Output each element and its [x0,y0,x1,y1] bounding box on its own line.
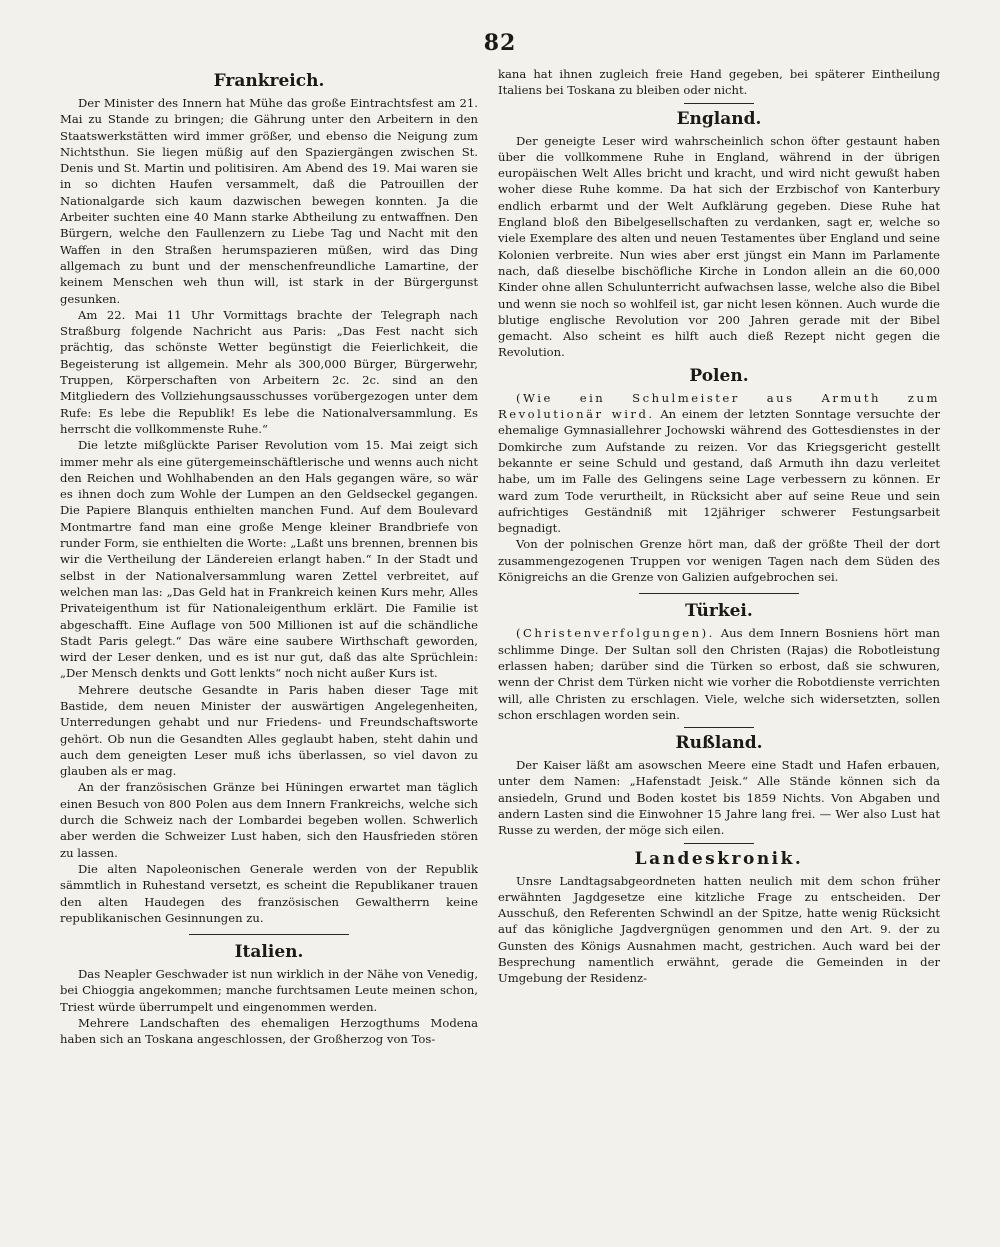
heading-italien: Italien. [234,942,304,963]
polen-lead: (Wie ein Schulmeister aus Armuth zum Revolutionär wird. [498,390,940,422]
frankreich-paragraph-5: An der französischen Gränze bei Hüningen erwartet man täglich einen Besuch von 800 Polen aus dem Innern Frankreichs, welche sich durch die Schweiz nach der Lombardei begeben wollen. Schwerlich aber werden die Schweizer Lust haben, sich den Hausfrieden stören zu lassen. [60,780,478,860]
heading-russland: Rußland. [675,733,763,754]
italien-paragraph-1: Das Neapler Geschwader ist nun wirklich in der Nähe von Venedig, bei Chioggia angekommen; manche furchtsamen Leute meinen schon, Triest würde überrumpelt und eingenommen werden. [60,967,478,1014]
heading-landeskronik: Landeskronik. [634,848,804,869]
left-column [60,66,478,1048]
section-divider [684,727,754,728]
landeskronik-paragraph-1: Unsre Landtagsabgeordneten hatten neulich mit dem schon früher erwähnten Jagdgesetze eine kitzliche Frage zu entscheiden. Der Ausschuß, den Referenten Schwindl an der Spitze, hatte wenig Rücksicht auf das königliche Jagdvergnügen genommen und den Art. 9. der zu Gunsten des Königs Ausnahmen macht, gestrichen. Auch ward bei der Besprechung namentlich erwähnt, gerade die Gemeinden in der Umgebung der Residenz- [498,873,940,986]
section-divider [639,593,799,594]
heading-tuerkei: Türkei. [685,601,753,622]
heading-polen: Polen. [689,365,749,386]
italien-paragraph-2: Mehrere Landschaften des ehemaligen Herzogthums Modena haben sich an Toskana angeschlossen, der Großherzog von Tos- [60,1016,478,1047]
tuerkei-text: Aus dem Innern Bosniens hört man schlimme Dinge. Der Sultan soll den Christen (Rajas) die Robotleistung erlassen haben; darüber sind die Türken so erbost, daß sie schwuren, wenn der Christ dem Türken nicht wie vorher die Robotdienste verrichten will, alle Christen zu erschlagen. Viele, welche sich widersetzten, sollen schon erschlagen worden sein. [498,626,940,722]
right-column [498,66,940,987]
polen-text: An einem der letzten Sonntage versuchte der ehemalige Gymnasiallehrer Jochowski während des Gottesdienstes in der Domkirche zum Aufstande zu reizen. Vor das Kriegsgericht gestellt bekannte er seine Schuld und gestand, daß Armuth ihn dazu verleitet habe, um im Falle des Gelingens seine Lage verbessern zu können. Er ward zum Tode verurtheilt, in Rücksicht aber auf seine Reue und sein aufrichtiges Geständniß mit 12jähriger schwerer Festungsarbeit begnadigt. [498,407,940,536]
frankreich-paragraph-6: Die alten Napoleonischen Generale werden von der Republik sämmtlich in Ruhestand versetzt, es scheint die Republikaner trauen den alten Haudegen des französischen Gewaltherrn keine republikanischen Gesinnungen zu. [60,861,478,925]
polen-paragraph-1 [498,390,940,537]
section-divider [684,103,754,104]
heading-england: England. [676,108,762,129]
tuerkei-paragraph-1 [498,625,940,723]
russland-paragraph-1: Der Kaiser läßt am asowschen Meere eine Stadt und Hafen erbauen, unter dem Namen: „Hafenstadt Jeisk.“ Alle Stände können sich da ansiedeln, Grund und Boden kostet bis 1859 Nichts. Von Abgaben und andern Lasten sind die Einwohner 15 Jahre lang frei. — Wer also Lust hat Russe zu werden, der möge sich eilen. [498,758,940,838]
frankreich-paragraph-1: Der Minister des Innern hat Mühe das große Eintrachtsfest am 21. Mai zu Stande zu bringen; die Gährung unter den Arbeitern in den Staatswerkstätten wird immer größer, und ebenso die Neigung zum Nichtsthun. Sie liegen müßig auf den Spaziergängen zwischen St. Denis und St. Martin und politisiren. Am Abend des 19. Mai waren sie in so dichten Haufen versammelt, daß die Patrouillen der Nationalgarde sich kaum dazwischen bewegen konnten. Ja die Arbeiter suchten eine 40 Mann starke Abtheilung zu entwaffnen. Den Bürgern, welche den Faullenzern zu Liebe Tag und Nacht mit den Waffen in den Straßen herumspazieren müßen, wird das Ding allgemach zu bunt und der menschenfreundliche Lamartine, der keinem Menschen weh thun will, ist stark in der Bürgergunst gesunken. [60,96,478,306]
section-divider [684,843,754,844]
page-number: 82 [483,30,517,56]
frankreich-paragraph-3: Die letzte mißglückte Pariser Revolution vom 15. Mai zeigt sich immer mehr als eine gütergemeinschäftlerische und wenns auch nicht den Reichen und Wohlhabenden an den Hals gegangen wäre, so wär es ihnen doch zum Wohle der Lumpen an den Geldseckel gegangen. Die Papiere Blanquis enthielten manchen Fund. Auf dem Boulevard Montmartre fand man eine große Menge kleiner Brandbriefe von runder Form, sie enthielten die Worte: „Laßt uns brennen, brennen bis wir die Vertheilung der Ländereien erlangt haben.“ In der Stadt und selbst in der Nationalversammlung waren Zettel verbreitet, auf welchen man las: „Das Geld hat in Frankreich keinen Kurs mehr, Alles Privateigenthum ist für Nationaleigenthum erklärt. Die Familie ist abgeschafft. Eine Auflage von 500 Millionen ist auf die schändliche Stadt Paris gelegt.“ Das wäre eine saubere Wirthschaft geworden, wird der Leser denken, und es ist nur gut, daß das alte Sprüchlein: „Der Mensch denkts und Gott lenkts“ noch nicht außer Kurs ist. [60,438,478,681]
section-divider [189,934,349,935]
frankreich-paragraph-4: Mehrere deutsche Gesandte in Paris haben dieser Tage mit Bastide, dem neuen Minister der auswärtigen Angelegenheiten, Unterredungen gehabt und nur Friedens- und Freundschaftsworte gehört. Ob nun die Gesandten Alles geglaubt haben, steht dahin und auch dem geneigten Leser muß ichs überlassen, so viel davon zu glauben als er mag. [60,682,478,779]
frankreich-paragraph-2: Am 22. Mai 11 Uhr Vormittags brachte der Telegraph nach Straßburg folgende Nachricht aus Paris: „Das Fest nacht sich prächtig, das schönste Wetter begünstigt die Feierlichkeit, die Begeisterung ist allgemein. Mehr als 300,000 Bürger, Bürgerwehr, Truppen, Körperschaften von Arbeitern 2c. 2c. sind an den Mitgliedern des Vollziehungsausschusses vorübergezogen unter dem Rufe: Es lebe die Republik! Es lebe die Nationalversammlung. Es herrscht die vollkommenste Ruhe.“ [60,307,478,436]
polen-paragraph-2: Von der polnischen Grenze hört man, daß der größte Theil der dort zusammengezogenen Truppen vor wenigen Tagen nach dem Süden des Königreichs an die Grenze von Galizien aufgebrochen sei. [498,537,940,585]
tuerkei-lead: (Christenverfolgungen). [516,626,715,641]
italien-continuation: kana hat ihnen zugleich freie Hand gegeben, bei späterer Eintheilung Italiens bei Toskana zu bleiben oder nicht. [498,67,940,98]
england-paragraph-1: Der geneigte Leser wird wahrscheinlich schon öfter gestaunt haben über die vollkommene Ruhe in England, während in der übrigen europäischen Welt Alles bricht und kracht, und wird nicht gewußt haben woher diese Ruhe komme. Da hat sich der Erzbischof von Kanterbury endlich erbarmt und der Welt Aufklärung gegeben. Diese Ruhe hat England bloß den Bibelgesellschaften zu verdanken, sagt er, welche so viele Exemplare des alten und neuen Testamentes über England und seine Kolonien verbreite. Nun wies aber erst jüngst ein Mann im Parlamente nach, daß dieselbe bischöfliche Kirche in London allein an die 60,000 Kinder ohne allen Schulunterricht aufwachsen lasse, welche also die Bibel und wenn sie noch so wohlfeil ist, gar nicht lesen können. Auch wurde die blutige englische Revolution vor 200 Jahren gerade mit der Bibel gemacht. Also scheint es hilft auch dieß Rezept nicht gegen die Revolution. [498,133,940,360]
heading-frankreich: Frankreich. [213,71,325,91]
